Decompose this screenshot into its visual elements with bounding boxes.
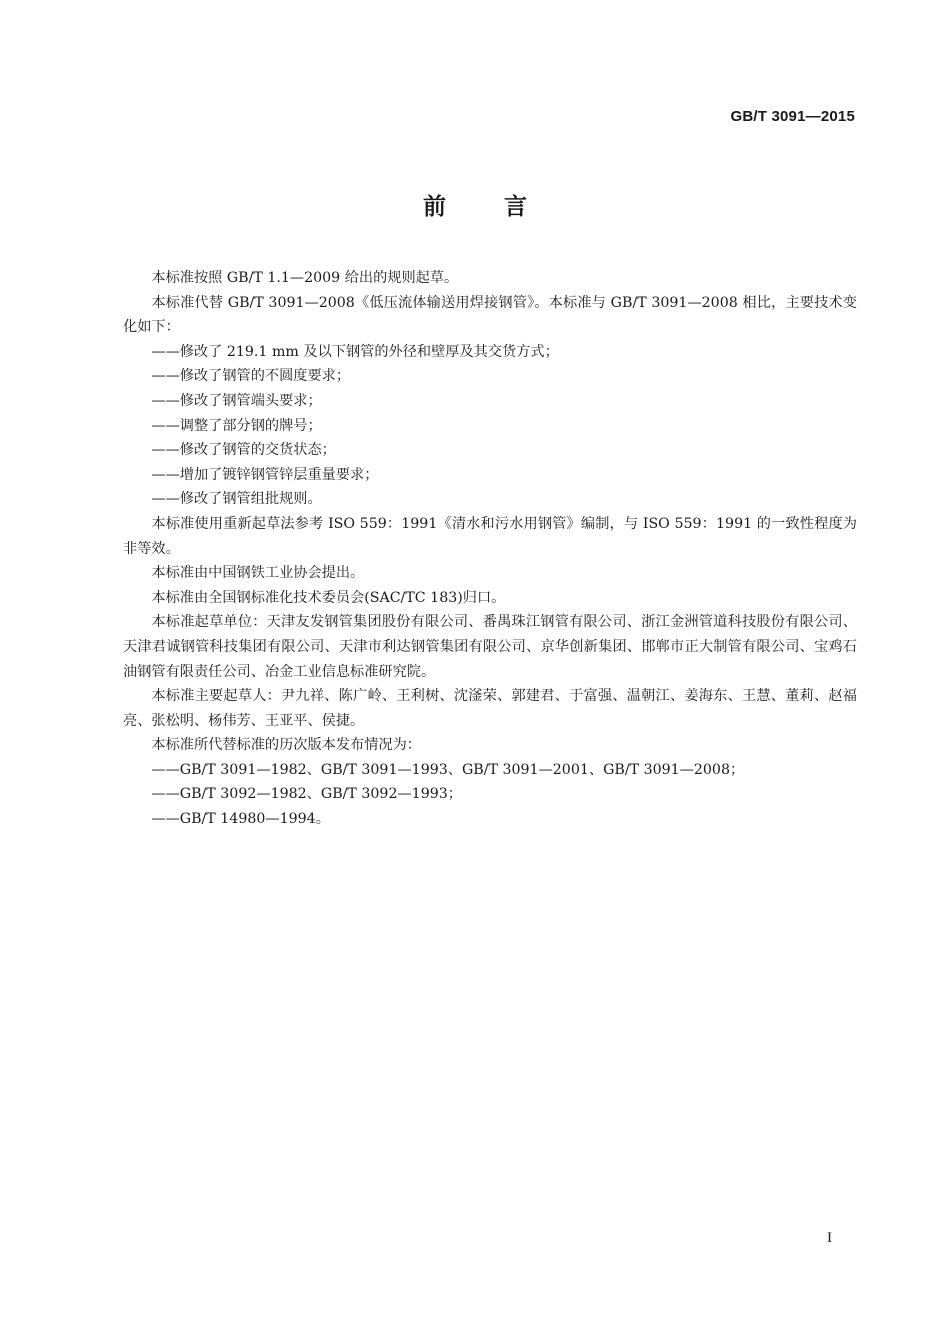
paragraph-technical-committee: 本标准由全国钢标准化技术委员会(SAC/TC 183)归口。 bbox=[151, 589, 506, 606]
list-item: ——修改了钢管组批规则。 bbox=[151, 491, 322, 508]
page-number: I bbox=[827, 1230, 832, 1246]
list-item: ——修改了 219.1 mm 及以下钢管的外径和壁厚及其交货方式； bbox=[151, 343, 559, 360]
paragraph-iso-reference: 本标准使用重新起草法参考 ISO 559：1991《清水和污水用钢管》编制，与 ISO 559：1991 的一致性程度为非等效。 bbox=[123, 515, 857, 557]
list-item: ——调整了部分钢的牌号； bbox=[151, 417, 322, 434]
paragraph-drafters: 本标准主要起草人：尹九祥、陈广岭、王利树、沈滏荣、郭建君、于富强、温朝江、姜海东、王慧、董莉、赵福亮、张松明、杨伟芳、王亚平、侯捷。 bbox=[123, 688, 857, 729]
standard-code: GB/T 3091—2015 bbox=[730, 108, 855, 125]
paragraph-drafting-units: 本标准起草单位：天津友发钢管集团股份有限公司、番禺珠江钢管有限公司、浙江金洲管道科技股份有限公司、天津君诚钢管科技集团有限公司、天津市利达钢管集团有限公司、京华创新集团、邯郸市正大制管有限公司、宝鸡石油钢管有限责任公司、冶金工业信息标准研究院。 bbox=[123, 614, 857, 680]
paragraph-proposer: 本标准由中国钢铁工业协会提出。 bbox=[151, 565, 365, 582]
list-item: ——增加了镀锌钢管锌层重量要求； bbox=[151, 466, 379, 483]
list-item: ——GB/T 3091—1982、GB/T 3091—1993、GB/T 3091—2001、GB/T 3091—2008； bbox=[151, 761, 745, 778]
paragraph-replacement: 本标准代替 GB/T 3091—2008《低压流体输送用焊接钢管》。本标准与 GB/T 3091—2008 相比，主要技术变化如下： bbox=[123, 294, 857, 336]
list-item: ——修改了钢管的交货状态； bbox=[151, 442, 336, 459]
list-item: ——GB/T 3092—1982、GB/T 3092—1993； bbox=[151, 786, 462, 803]
list-item: ——GB/T 14980—1994。 bbox=[151, 811, 330, 828]
changes-list bbox=[123, 340, 857, 512]
page-title: 前言 bbox=[423, 194, 585, 220]
list-item: ——修改了钢管端头要求； bbox=[151, 392, 322, 409]
document-body bbox=[123, 266, 857, 832]
list-item: ——修改了钢管的不圆度要求； bbox=[151, 368, 351, 385]
history-list bbox=[123, 758, 857, 832]
paragraph-history-intro: 本标准所代替标准的历次版本发布情况为： bbox=[151, 737, 421, 754]
paragraph-drafting-rules: 本标准按照 GB/T 1.1—2009 给出的规则起草。 bbox=[151, 270, 459, 286]
